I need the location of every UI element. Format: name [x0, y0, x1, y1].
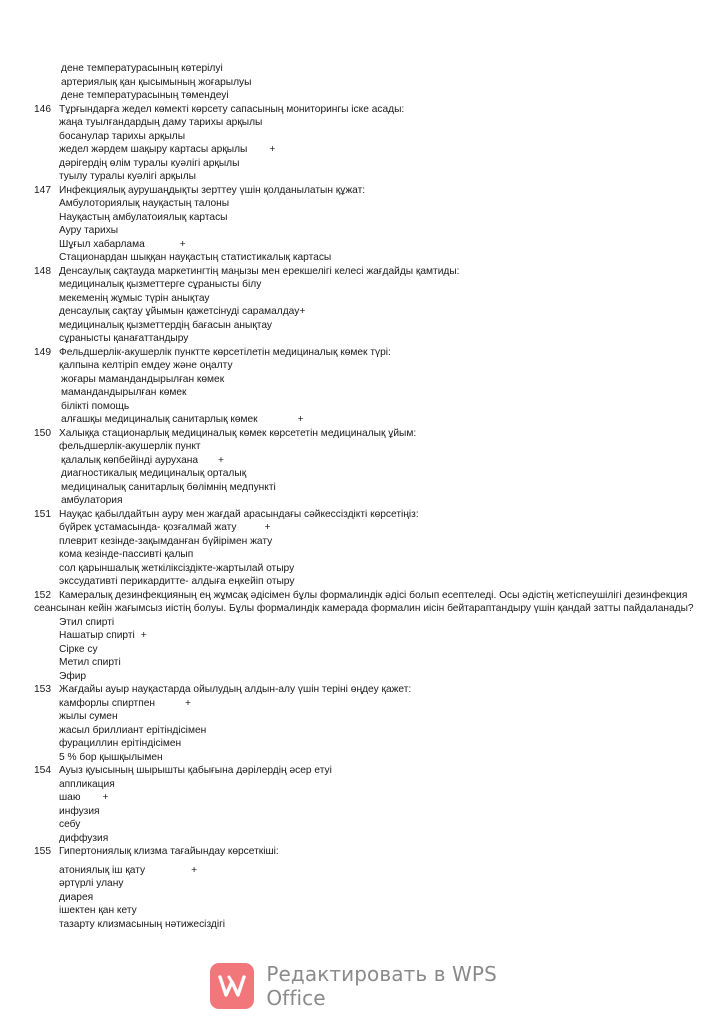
answer-text: жедел жәрдем шақыру картасы арқылы — [59, 144, 248, 155]
answer-option — [0, 292, 724, 306]
answer-option — [0, 670, 724, 684]
answer-option — [0, 467, 724, 481]
answer-text: денсаулық сақтау ұйымын қажетсінуді сарамалдау — [59, 306, 300, 317]
answer-option — [0, 157, 724, 171]
answer-text: әртүрлі улану — [59, 878, 124, 889]
correct-answer-mark: + — [299, 306, 306, 317]
answer-text: қалпына келтіріп емдеу және оңалту — [59, 360, 233, 371]
answer-text: диагностикалық медициналық орталық — [61, 468, 247, 479]
answer-option — [0, 62, 724, 76]
question-number: 155 — [34, 846, 51, 857]
question-number: 154 — [34, 765, 51, 776]
question-text: Денсаулық сақтауда маркетингтің маңызы мен ерекшелігі келесі жағдайды қамтиды: — [59, 265, 460, 277]
wps-edit-label[interactable]: Редактировать в WPS Office — [266, 962, 497, 1010]
answer-option — [0, 805, 724, 819]
answer-option — [0, 89, 724, 103]
answer-text: босанулар тарихы арқылы — [59, 130, 186, 142]
answer-text: амбулатория — [61, 495, 123, 506]
answer-text: экссудативті перикардитте- алдыға еңкейіп отыру — [59, 576, 295, 587]
answer-text: жасыл бриллиант ерітіндісімен — [59, 724, 207, 736]
answer-option — [0, 643, 724, 657]
answer-option — [0, 440, 724, 454]
answer-option — [0, 548, 724, 562]
answer-text: ішектен қан кету — [59, 905, 137, 916]
question-text: Гипертониялық клизма тағайындау көрсеткіші: — [59, 846, 279, 857]
answer-text: диарея — [59, 891, 94, 903]
answer-option — [0, 413, 724, 427]
answer-option — [0, 891, 724, 905]
document-body — [0, 62, 724, 931]
question-text: Инфекциялық аурушаңдықты зерттеу үшін қолданылатын құжат: — [59, 184, 366, 196]
answer-text: кома кезінде-пассивті қалып — [59, 549, 194, 560]
correct-answer-mark: + — [191, 864, 198, 876]
answer-option — [0, 751, 724, 765]
answer-option — [0, 832, 724, 846]
answer-option — [0, 864, 724, 878]
question-147 — [0, 184, 724, 198]
correct-answer-mark: + — [297, 414, 304, 425]
answer-text: туылу туралы куәлігі арқылы — [59, 171, 196, 182]
answer-option — [0, 494, 724, 508]
question-153 — [0, 683, 724, 697]
answer-text: тазарту клизмасының нәтижесіздігі — [59, 918, 226, 930]
question-text: Халыққа стационарлық медициналық көмек көрсететін медициналық ұйым: — [59, 427, 417, 439]
answer-text: сұранысты қанағаттандыру — [59, 333, 189, 344]
answer-text: медициналық қызметтерге сұранысты білу — [59, 279, 262, 290]
question-text: Камералық дезинфекцияның ең жұмсақ әдісімен бұлы формалиндік әдісі болып есептеледі. Осы әдістің жетіспеушілігі дезинфекция сеансынан кейін жағымсыз иістің болуы. Бұлы формалиндік камерада формалин иісін бейтараптандыру үшін қандай затты пайдаланады? — [34, 589, 694, 614]
question-155 — [0, 845, 724, 859]
answer-text: фурациллин ерітіндісімен — [59, 738, 182, 749]
answer-option — [0, 818, 724, 832]
correct-answer-mark: + — [218, 454, 224, 466]
wps-logo-icon[interactable] — [210, 963, 254, 1009]
answer-text: мекеменің жұмыс түрін анықтау — [59, 292, 210, 304]
question-151 — [0, 508, 724, 522]
answer-option — [0, 904, 724, 918]
question-148 — [0, 265, 724, 279]
question-number: 152 — [34, 589, 51, 601]
answer-option — [0, 521, 724, 535]
answer-option — [0, 359, 724, 373]
question-number: 147 — [34, 184, 51, 196]
question-number: 153 — [34, 684, 51, 695]
question-number: 151 — [34, 508, 51, 520]
question-text: Науқас қабылдайтын ауру мен жағдай арасындағы сәйкессіздікті көрсетіңіз: — [59, 508, 419, 520]
answer-text: артериялық қан қысымының жоғарылуы — [61, 76, 252, 88]
answer-option — [0, 373, 724, 387]
answer-option — [0, 319, 724, 333]
answer-text: бүйрек ұстамасында- қозғалмай жату — [59, 522, 237, 533]
answer-text: дене температурасының төмендеуі — [61, 90, 229, 101]
answer-text: қалалық көпбейінді аурухана — [61, 454, 199, 466]
answer-option — [0, 143, 724, 157]
correct-answer-mark: + — [269, 144, 276, 155]
answer-text: білікті помощь — [61, 400, 130, 412]
answer-option — [0, 400, 724, 414]
answer-text: сол қарыншалық жеткіліксіздікте-жартылай отыру — [59, 562, 295, 574]
answer-text: себу — [59, 819, 81, 830]
answer-option — [0, 724, 724, 738]
answer-option — [0, 224, 724, 238]
answer-option — [0, 737, 724, 751]
answer-text: жаңа туылғандардың даму тарихы арқылы — [59, 117, 263, 128]
question-number: 148 — [34, 265, 51, 277]
question-text: Фельдшерлік-акушерлік пунктте көрсетілетін медициналық көмек түрі: — [59, 346, 391, 358]
answer-text: диффузия — [59, 832, 109, 844]
question-number: 150 — [34, 427, 51, 439]
answer-text: Этил спирті — [59, 616, 115, 628]
answer-option — [0, 170, 724, 184]
answer-text: Сірке су — [59, 643, 98, 655]
answer-text: алғашқы медициналық санитарлық көмек — [61, 414, 258, 425]
answer-option — [0, 76, 724, 90]
answer-text: Нашатыр спирті — [59, 630, 135, 641]
answer-text: фельдшерлік-акушерлік пункт — [59, 441, 201, 452]
answer-option — [0, 332, 724, 346]
correct-answer-mark: + — [264, 522, 271, 533]
answer-option — [0, 778, 724, 792]
question-152 — [0, 589, 724, 616]
answer-text: камфорлы спиртпен — [59, 697, 156, 709]
answer-option — [0, 629, 724, 643]
answer-option — [0, 278, 724, 292]
answer-option — [0, 238, 724, 252]
answer-text: жоғары мамандандырылған көмек — [61, 373, 225, 385]
answer-text: шаю — [59, 792, 81, 803]
answer-text: атониялық іш қату — [59, 864, 146, 876]
answer-text: Стационардан шыққан науқастың статистикалық картасы — [59, 252, 332, 263]
wps-edit-banner[interactable] — [210, 962, 540, 1010]
question-text: Тұрғындарға жедел көмекті көрсету сапасының мониторингы іске асады: — [59, 103, 405, 115]
answer-text: аппликация — [59, 778, 115, 790]
question-text: Ауыз қуысының шырышты қабығына дәрілердің әсер етуі — [59, 765, 332, 776]
answer-text: Науқастың амбулатоиялық картасы — [59, 211, 228, 223]
answer-text: Ауру тарихы — [59, 225, 119, 236]
answer-option — [0, 211, 724, 225]
answer-option — [0, 251, 724, 265]
answer-option — [0, 575, 724, 589]
answer-text: дәрігердің өлім туралы куәлігі арқылы — [59, 157, 240, 169]
answer-option — [0, 791, 724, 805]
answer-option — [0, 562, 724, 576]
answer-option — [0, 616, 724, 630]
answer-option — [0, 710, 724, 724]
question-149 — [0, 346, 724, 360]
answer-text: медициналық санитарлық бөлімнің медпункті — [61, 481, 276, 493]
answer-text: инфузия — [59, 805, 100, 817]
answer-option — [0, 697, 724, 711]
answer-option — [0, 305, 724, 319]
question-text: Жағдайы ауыр науқастарда ойылудың алдын-алу үшін теріні өңдеу қажет: — [59, 684, 412, 695]
answer-option — [0, 877, 724, 891]
question-number: 149 — [34, 346, 51, 358]
question-154 — [0, 764, 724, 778]
answer-text: медициналық қызметтердің бағасын анықтау — [59, 319, 273, 331]
correct-answer-mark: + — [140, 630, 147, 641]
answer-option — [0, 386, 724, 400]
answer-text: 5 % бор қышқылымен — [59, 751, 163, 763]
answer-option — [0, 918, 724, 932]
answer-option — [0, 481, 724, 495]
correct-answer-mark: + — [102, 792, 109, 803]
answer-option — [0, 656, 724, 670]
question-146 — [0, 103, 724, 117]
correct-answer-mark: + — [185, 697, 191, 709]
answer-text: Метил спирті — [59, 657, 121, 668]
answer-text: Амбулоториялық науқастың талоны — [59, 198, 230, 209]
answer-option — [0, 130, 724, 144]
answer-option — [0, 535, 724, 549]
answer-text: плеврит кезінде-зақымданған бүйірімен жату — [59, 535, 273, 547]
answer-option — [0, 116, 724, 130]
question-number: 146 — [34, 103, 51, 115]
question-150 — [0, 427, 724, 441]
answer-option — [0, 454, 724, 468]
answer-text: дене температурасының көтерілуі — [61, 63, 223, 74]
wps-w-glyph — [217, 972, 247, 1000]
answer-text: Эфир — [59, 670, 87, 682]
answer-option — [0, 197, 724, 211]
answer-text: мамандандырылған көмек — [61, 387, 187, 398]
answer-text: Шұғыл хабарлама — [59, 238, 145, 250]
answer-text: жылы сумен — [59, 711, 118, 722]
correct-answer-mark: + — [179, 238, 186, 250]
